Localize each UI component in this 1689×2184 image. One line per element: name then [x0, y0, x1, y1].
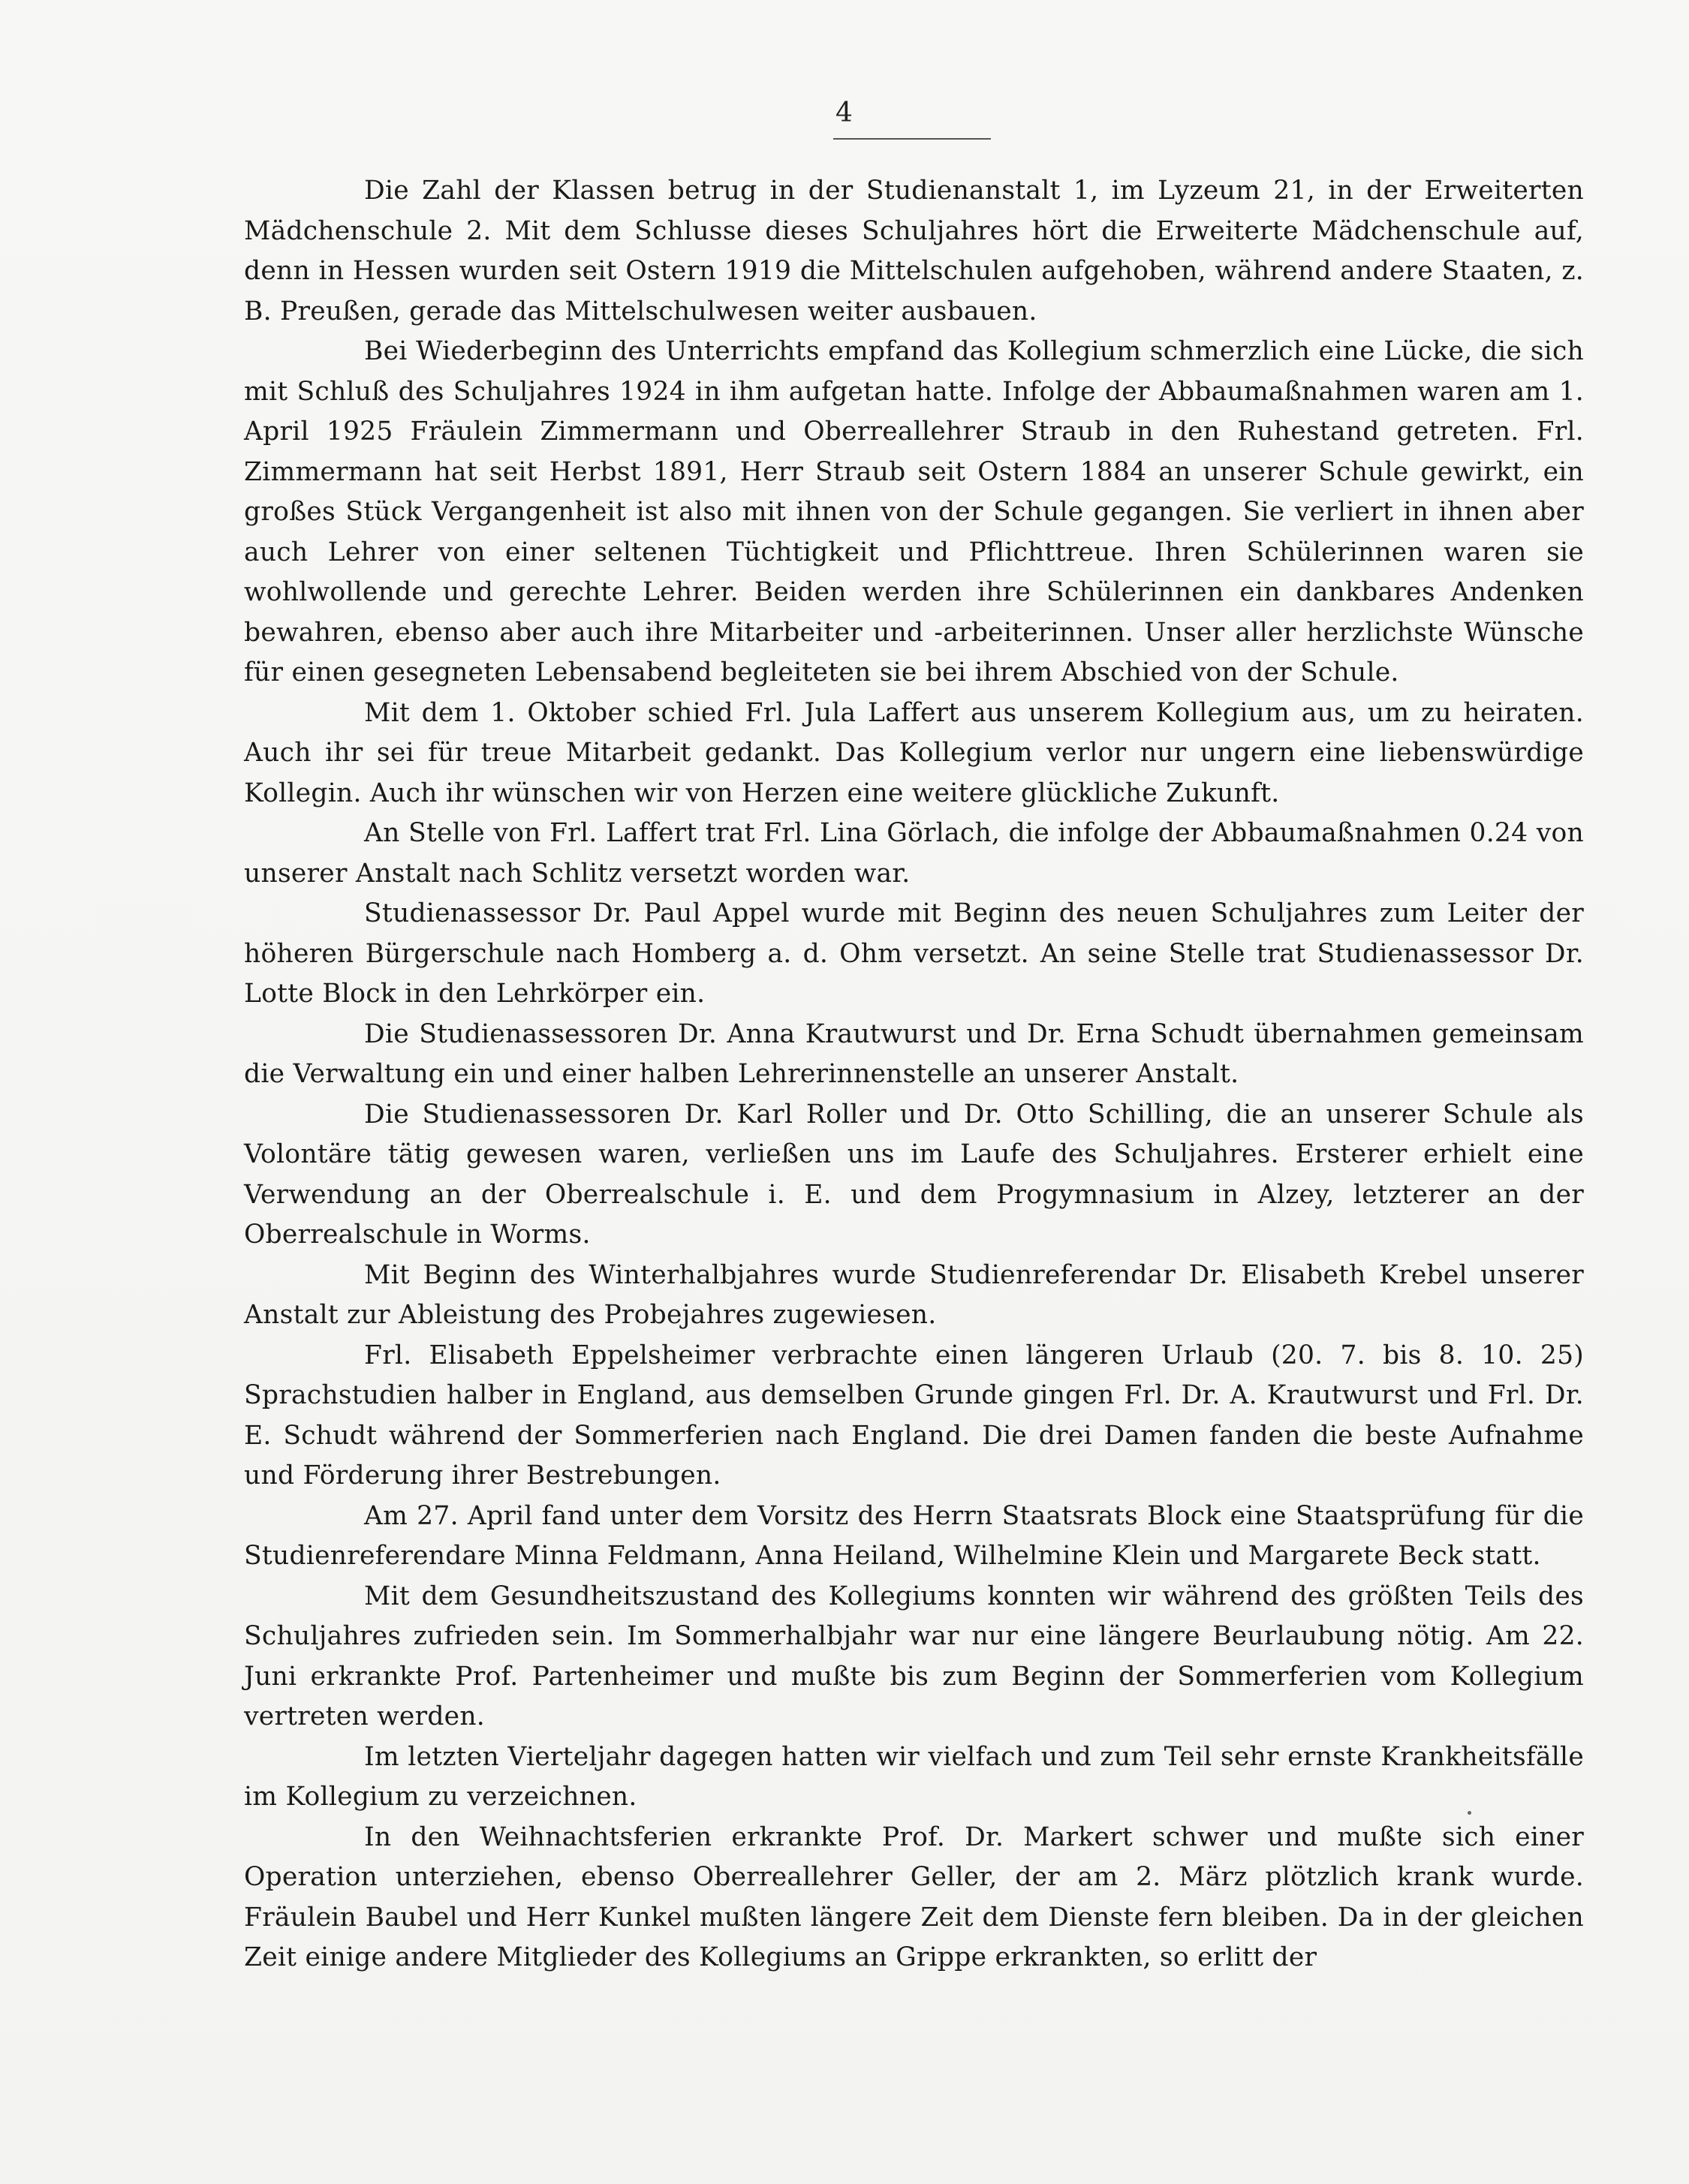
paragraph: Bei Wiederbeginn des Unterrichts empfand das Kollegium schmerzlich eine Lücke, die sich mit Schluß des Schuljahres 1924 in ihm aufgetan hatte. Infolge der Abbaumaßnahmen waren am 1. April 1925 Fräulein Zimmermann und Oberreallehrer Straub in den Ruhestand getreten. Frl. Zimmermann hat seit Herbst 1891, Herr Straub seit Ostern 1884 an unserer Schule gewirkt, ein großes Stück Vergangenheit ist also mit ihnen von der Schule gegangen. Sie verliert in ihnen aber auch Lehrer von einer seltenen Tüchtigkeit und Pflichttreue. Ihren Schülerinnen waren sie wohlwollende und gerechte Lehrer. Beiden werden ihre Schülerinnen ein dankbares Andenken bewahren, ebenso aber auch ihre Mitarbeiter und -arbeiterinnen. Unser aller herzlichste Wünsche für einen gesegneten Lebensabend begleiteten sie bei ihrem Abschied von der Schule. [244, 336, 1584, 687]
page-number: 4 [835, 98, 854, 128]
body-text [244, 171, 1584, 1978]
paragraph: Frl. Elisabeth Eppelsheimer verbrachte einen längeren Urlaub (20. 7. bis 8. 10. 25) Sprachstudien halber in England, aus demselben Grunde gingen Frl. Dr. A. Krautwurst und Frl. Dr. E. Schudt während der Sommerferien nach England. Die drei Damen fanden die beste Aufnahme und Förderung ihrer Bestrebungen. [244, 1340, 1584, 1491]
paragraph: Mit Beginn des Winterhalbjahres wurde Studienreferendar Dr. Elisabeth Krebel unserer Anstalt zur Ableistung des Probejahres zugewiesen. [244, 1259, 1584, 1330]
paragraph: Am 27. April fand unter dem Vorsitz des Herrn Staatsrats Block eine Staatsprüfung für die Studienreferendare Minna Feldmann, Anna Heiland, Wilhelmine Klein und Margarete Beck statt. [244, 1500, 1584, 1571]
paragraph: Die Zahl der Klassen betrug in der Studienanstalt 1, im Lyzeum 21, in der Erweiterten Mädchenschule 2. Mit dem Schlusse dieses Schuljahres hört die Erweiterte Mädchenschule auf, denn in Hessen wurden seit Ostern 1919 die Mittelschulen aufgehoben, während andere Staaten, z. B. Preußen, gerade das Mittelschulwesen weiter ausbauen. [244, 176, 1584, 326]
paragraph: Im letzten Vierteljahr dagegen hatten wir vielfach und zum Teil sehr ernste Krankheitsfälle im Kollegium zu verzeichnen. [244, 1741, 1584, 1812]
scan-speck [1468, 1811, 1471, 1815]
paragraph: An Stelle von Frl. Laffert trat Frl. Lina Görlach, die infolge der Abbaumaßnahmen 0.24 von unserer Anstalt nach Schlitz versetzt worden war. [244, 818, 1584, 889]
paragraph: Die Studienassessoren Dr. Karl Roller und Dr. Otto Schilling, die an unserer Schule als Volontäre tätig gewesen waren, verließen uns im Laufe des Schuljahres. Ersterer erhielt eine Verwendung an der Oberrealschule i. E. und dem Progymnasium in Alzey, letzterer an der Oberrealschule in Worms. [244, 1099, 1584, 1250]
paragraph: In den Weihnachtsferien erkrankte Prof. Dr. Markert schwer und mußte sich einer Operation unterziehen, ebenso Oberreallehrer Geller, der am 2. März plötzlich krank wurde. Fräulein Baubel und Herr Kunkel mußten längere Zeit dem Dienste fern bleiben. Da in der gleichen Zeit einige andere Mitglieder des Kollegiums an Grippe erkrankten, so erlitt der [244, 1822, 1584, 1972]
paragraph: Studienassessor Dr. Paul Appel wurde mit Beginn des neuen Schuljahres zum Leiter der höheren Bürgerschule nach Homberg a. d. Ohm versetzt. An seine Stelle trat Studienassessor Dr. Lotte Block in den Lehrkörper ein. [244, 898, 1584, 1009]
header-rule [833, 138, 991, 140]
paragraph: Die Studienassessoren Dr. Anna Krautwurst und Dr. Erna Schudt übernahmen gemeinsam die Verwaltung ein und einer halben Lehrerinnenstelle an unserer Anstalt. [244, 1018, 1584, 1089]
paragraph: Mit dem Gesundheitszustand des Kollegiums konnten wir während des größten Teils des Schuljahres zufrieden sein. Im Sommerhalbjahr war nur eine längere Beurlaubung nötig. Am 22. Juni erkrankte Prof. Partenheimer und mußte bis zum Beginn der Sommerferien vom Kollegium vertreten werden. [244, 1581, 1584, 1731]
paragraph: Mit dem 1. Oktober schied Frl. Jula Laffert aus unserem Kollegium aus, um zu heiraten. Auch ihr sei für treue Mitarbeit gedankt. Das Kollegium verlor nur ungern eine liebenswürdige Kollegin. Auch ihr wünschen wir von Herzen eine weitere glückliche Zukunft. [244, 697, 1584, 808]
